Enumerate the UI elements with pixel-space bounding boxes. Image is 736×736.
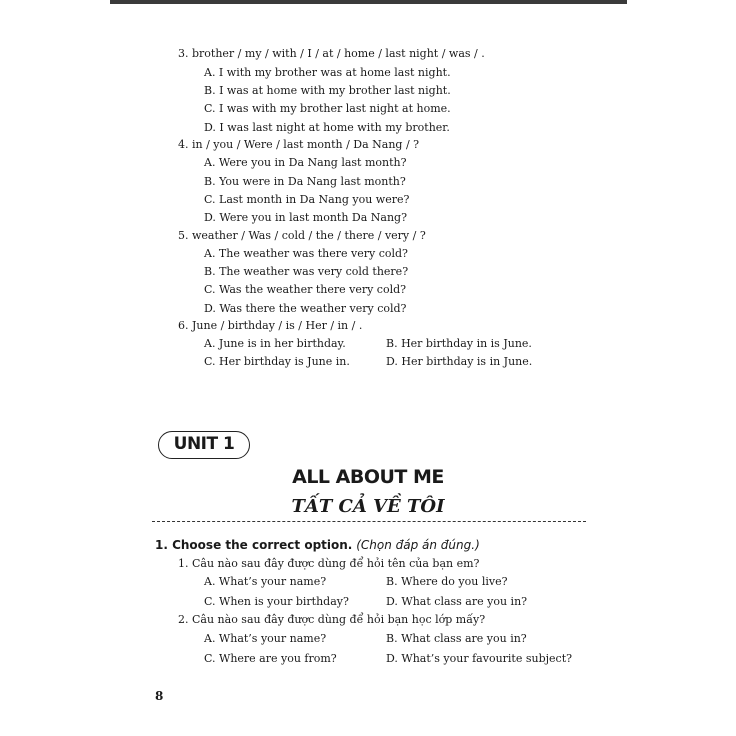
question-5-option-b: B. The weather was very cold there? bbox=[204, 265, 409, 278]
exercise-1-instruction: 1. Choose the correct option. bbox=[155, 538, 353, 552]
exercise-1-heading bbox=[155, 538, 480, 553]
page-number: 8 bbox=[155, 689, 164, 703]
exercise-1-question-2-option-b: B. What class are you in? bbox=[386, 632, 527, 645]
question-4-prompt: 4. in / you / Were / last month / Da Nang / ? bbox=[178, 138, 420, 151]
question-6-option-a: A. June is in her birthday. bbox=[204, 337, 346, 350]
question-3-prompt: 3. brother / my / with / I / at / home / last night / was / . bbox=[178, 47, 485, 60]
question-5-option-a: A. The weather was there very cold? bbox=[204, 247, 408, 260]
question-4-option-d: D. Were you in last month Da Nang? bbox=[204, 211, 407, 224]
question-6-option-b: B. Her birthday in is June. bbox=[386, 337, 532, 350]
exercise-1-question-1-option-a: A. What’s your name? bbox=[204, 575, 327, 588]
exercise-1-instruction-vi: (Chọn đáp án đúng.) bbox=[356, 538, 480, 552]
top-border bbox=[110, 0, 627, 4]
question-4-option-c: C. Last month in Da Nang you were? bbox=[204, 193, 410, 206]
question-3-option-d: D. I was last night at home with my brother. bbox=[204, 121, 450, 134]
exercise-1-question-1-option-b: B. Where do you live? bbox=[386, 575, 508, 588]
question-5-prompt: 5. weather / Was / cold / the / there / very / ? bbox=[178, 229, 426, 242]
question-3-option-b: B. I was at home with my brother last night. bbox=[204, 84, 451, 97]
exercise-1-question-1-option-c: C. When is your birthday? bbox=[204, 595, 349, 608]
exercise-1-question-2-option-d: D. What’s your favourite subject? bbox=[386, 652, 573, 665]
question-3-option-a: A. I with my brother was at home last night. bbox=[204, 66, 451, 79]
unit-title: ALL ABOUT ME bbox=[292, 466, 444, 488]
unit-subtitle: TẤT CẢ VỀ TÔI bbox=[291, 496, 445, 517]
question-4-option-a: A. Were you in Da Nang last month? bbox=[204, 156, 407, 169]
question-5-option-d: D. Was there the weather very cold? bbox=[204, 302, 407, 315]
question-3-option-c: C. I was with my brother last night at home. bbox=[204, 102, 451, 115]
exercise-1-question-1-option-d: D. What class are you in? bbox=[386, 595, 528, 608]
exercise-1-question-2-option-c: C. Where are you from? bbox=[204, 652, 337, 665]
exercise-1-question-2-prompt: 2. Câu nào sau đây được dùng để hỏi bạn học lớp mấy? bbox=[178, 613, 486, 626]
exercise-1-question-2-option-a: A. What’s your name? bbox=[204, 632, 327, 645]
question-6-prompt: 6. June / birthday / is / Her / in / . bbox=[178, 319, 363, 332]
dashed-divider bbox=[152, 521, 586, 522]
question-6-option-d: D. Her birthday is in June. bbox=[386, 355, 533, 368]
unit-badge: UNIT 1 bbox=[158, 431, 250, 459]
question-4-option-b: B. You were in Da Nang last month? bbox=[204, 175, 406, 188]
question-6-option-c: C. Her birthday is June in. bbox=[204, 355, 350, 368]
exercise-1-question-1-prompt: 1. Câu nào sau đây được dùng để hỏi tên của bạn em? bbox=[178, 557, 480, 570]
question-5-option-c: C. Was the weather there very cold? bbox=[204, 283, 407, 296]
